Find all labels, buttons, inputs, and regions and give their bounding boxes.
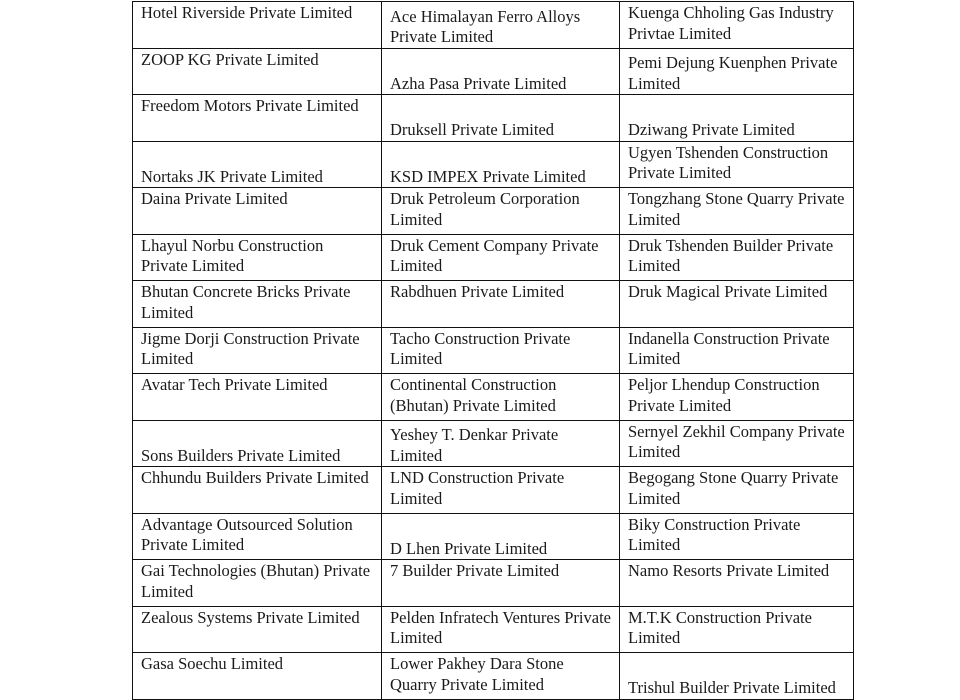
table-cell: Hotel Riverside Private Limited: [133, 2, 382, 49]
table-cell: Freedom Motors Private Limited: [133, 95, 382, 142]
table-row: [133, 560, 854, 607]
table-cell: Lower Pakhey Dara Stone Quarry Private Limited: [382, 653, 620, 700]
table-row: [133, 420, 854, 467]
table-cell: Rabdhuen Private Limited: [382, 281, 620, 328]
table-row: [133, 95, 854, 142]
table-cell: Druk Petroleum Corporation Limited: [382, 188, 620, 235]
table-cell: Kuenga Chholing Gas Industry Privtae Limited: [620, 2, 854, 49]
table-cell: Druk Magical Private Limited: [620, 281, 854, 328]
table-row: [133, 2, 854, 49]
table-cell: Ace Himalayan Ferro Alloys Private Limited: [382, 2, 620, 49]
table-cell: Pemi Dejung Kuenphen Private Limited: [620, 48, 854, 95]
company-list-table-container: [132, 1, 853, 700]
table-row: [133, 327, 854, 374]
table-cell: Sernyel Zekhil Company Private Limited: [620, 420, 854, 467]
table-row: [133, 513, 854, 560]
table-cell: Daina Private Limited: [133, 188, 382, 235]
table-row: [133, 48, 854, 95]
table-cell: Gasa Soechu Limited: [133, 653, 382, 700]
table-row: [133, 234, 854, 281]
table-cell: Biky Construction Private Limited: [620, 513, 854, 560]
table-cell: Chhundu Builders Private Limited: [133, 467, 382, 514]
table-row: [133, 467, 854, 514]
table-cell: Namo Resorts Private Limited: [620, 560, 854, 607]
company-list-table: [132, 1, 854, 700]
table-cell: Druk Cement Company Private Limited: [382, 234, 620, 281]
table-cell: Sons Builders Private Limited: [133, 420, 382, 467]
table-cell: Nortaks JK Private Limited: [133, 141, 382, 188]
table-cell: Pelden Infratech Ventures Private Limited: [382, 606, 620, 653]
table-cell: 7 Builder Private Limited: [382, 560, 620, 607]
table-cell: Tongzhang Stone Quarry Private Limited: [620, 188, 854, 235]
table-cell: Jigme Dorji Construction Private Limited: [133, 327, 382, 374]
table-cell: Avatar Tech Private Limited: [133, 374, 382, 421]
table-row: [133, 188, 854, 235]
table-cell: Dziwang Private Limited: [620, 95, 854, 142]
table-cell: Tacho Construction Private Limited: [382, 327, 620, 374]
table-cell: Begogang Stone Quarry Private Limited: [620, 467, 854, 514]
table-cell: Gai Technologies (Bhutan) Private Limited: [133, 560, 382, 607]
table-cell: Yeshey T. Denkar Private Limited: [382, 420, 620, 467]
table-row: [133, 653, 854, 700]
table-cell: Ugyen Tshenden Construction Private Limited: [620, 141, 854, 188]
table-row: [133, 606, 854, 653]
table-cell: D Lhen Private Limited: [382, 513, 620, 560]
table-cell: ZOOP KG Private Limited: [133, 48, 382, 95]
table-cell: Continental Construction (Bhutan) Private Limited: [382, 374, 620, 421]
table-cell: Trishul Builder Private Limited: [620, 653, 854, 700]
table-cell: Druk Tshenden Builder Private Limited: [620, 234, 854, 281]
table-cell: Indanella Construction Private Limited: [620, 327, 854, 374]
table-cell: KSD IMPEX Private Limited: [382, 141, 620, 188]
table-cell: Bhutan Concrete Bricks Private Limited: [133, 281, 382, 328]
table-cell: Druksell Private Limited: [382, 95, 620, 142]
table-row: [133, 374, 854, 421]
table-cell: Advantage Outsourced Solution Private Limited: [133, 513, 382, 560]
table-cell: LND Construction Private Limited: [382, 467, 620, 514]
table-cell: Peljor Lhendup Construction Private Limited: [620, 374, 854, 421]
table-cell: Azha Pasa Private Limited: [382, 48, 620, 95]
table-cell: M.T.K Construction Private Limited: [620, 606, 854, 653]
table-row: [133, 281, 854, 328]
table-row: [133, 141, 854, 188]
table-cell: Zealous Systems Private Limited: [133, 606, 382, 653]
table-cell: Lhayul Norbu Construction Private Limited: [133, 234, 382, 281]
